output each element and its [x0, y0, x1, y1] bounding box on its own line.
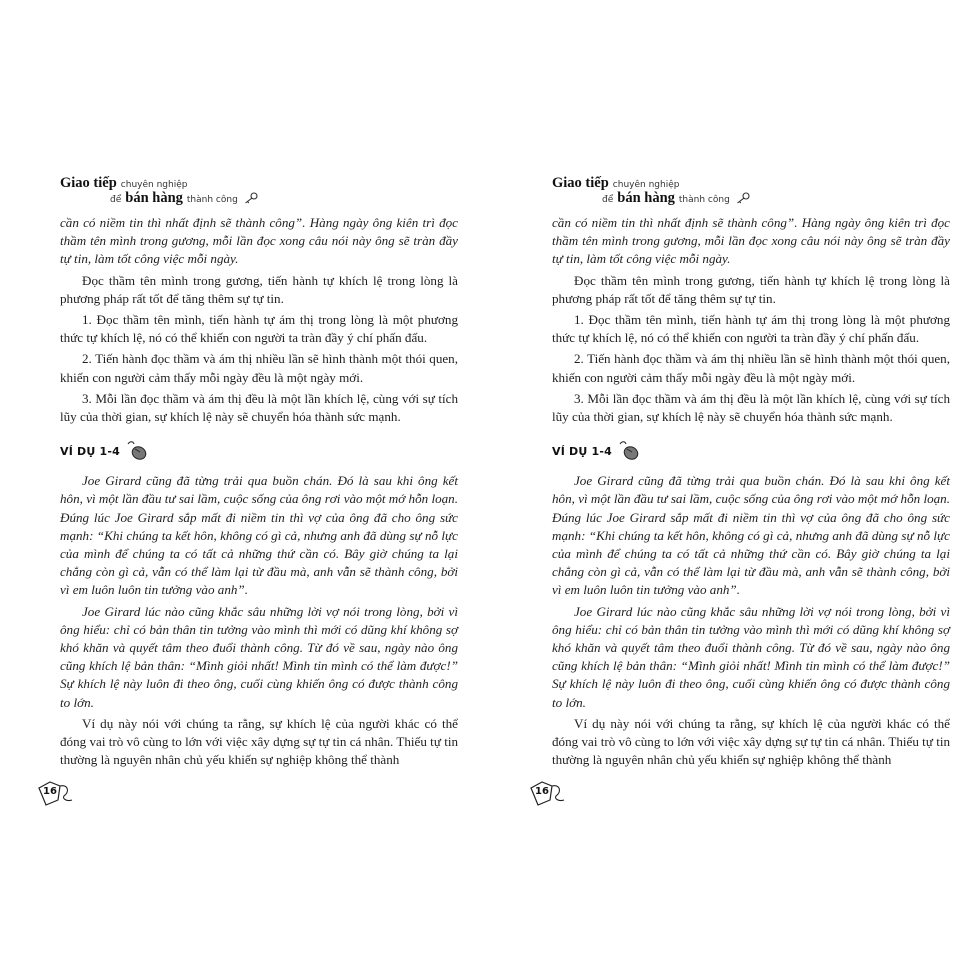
running-header-line-2	[110, 189, 258, 207]
key-icon	[736, 192, 750, 204]
page-number-badge	[528, 778, 568, 808]
running-header-line-2	[602, 189, 750, 207]
paragraph: Đọc thầm tên mình trong gương, tiến hành tự khích lệ trong lòng là phương pháp rất tốt để tăng thêm sự tự tin.	[552, 272, 950, 306]
example-paragraph: Joe Girard cũng đã từng trải qua buồn chán. Đó là sau khi ông kết hôn, vì một lần đầu tư sai lầm, cuộc sống của ông rơi vào một mớ hỗn loạn. Đúng lúc Joe Girard sắp mất đi niềm tin thì vợ của ông đã cho ông sức mạnh: “Khi chúng ta kết hôn, không có gì cả, nhưng anh đã dùng sự nỗ lực của mình để chúng ta có tất cả những thứ cần có. Bây giờ chúng ta lại chẳng còn gì cả, vẫn có thể làm lại từ đầu mà, anh vẫn sẽ thành công, bởi vì em luôn luôn tin tưởng vào anh”.	[60, 473, 458, 598]
paragraph: 2. Tiến hành đọc thầm và ám thị nhiều lần sẽ hình thành một thói quen, khiến con người cảm thấy mỗi ngày đều là một ngày mới.	[552, 351, 950, 385]
header-title-small: chuyên nghiệp	[120, 180, 188, 190]
paragraph: cần có niềm tin thì nhất định sẽ thành công”. Hàng ngày ông kiên trì đọc thầm tên mình trong gương, mỗi lần đọc xong câu nói này ông sẽ tràn đầy tự tin, làm tốt công việc mỗi ngày.	[552, 215, 950, 267]
example-heading	[552, 440, 950, 462]
header-title-bold: Giao tiếp	[60, 175, 117, 191]
book-page-left	[43, 174, 459, 797]
page-number-badge	[36, 778, 76, 808]
example-paragraph: Joe Girard lúc nào cũng khắc sâu những lời vợ nói trong lòng, bởi vì ông hiểu: chỉ có bản thân tin tưởng vào mình thì mới có dũng khí không sợ khó khăn và quyết tâm theo đuổi thành công. Từ đó về sau, ngày nào ông cũng khích lệ bản thân: “Mình giỏi nhất! Mình tin mình có thể làm được!” Sự khích lệ này luôn đi theo ông, cuối cùng khiến ông có được thành công to lớn.	[552, 603, 950, 710]
body-text	[60, 214, 458, 769]
paragraph: 2. Tiến hành đọc thầm và ám thị nhiều lần sẽ hình thành một thói quen, khiến con người cảm thấy mỗi ngày đều là một ngày mới.	[60, 351, 458, 385]
header-title-bold: bán hàng	[125, 190, 183, 206]
example-heading	[60, 440, 458, 462]
page-number: 16	[43, 786, 57, 797]
paragraph: Ví dụ này nói với chúng ta rằng, sự khích lệ của người khác có thể đóng vai trò vô cùng to lớn với việc xây dựng sự tự tin cá nhân. Thiếu tự tin thường là nguyên nhân chủ yếu khiến sự nghiệp không thể thành	[552, 715, 951, 768]
header-title-bold: bán hàng	[617, 190, 675, 206]
example-paragraph: Joe Girard lúc nào cũng khắc sâu những lời vợ nói trong lòng, bởi vì ông hiểu: chỉ có bản thân tin tưởng vào mình thì mới có dũng khí không sợ khó khăn và quyết tâm theo đuổi thành công. Từ đó về sau, ngày nào ông cũng khích lệ bản thân: “Mình giỏi nhất! Mình tin mình có thể làm được!” Sự khích lệ này luôn đi theo ông, cuối cùng khiến ông có được thành công to lớn.	[60, 603, 458, 710]
paragraph: cần có niềm tin thì nhất định sẽ thành công”. Hàng ngày ông kiên trì đọc thầm tên mình trong gương, mỗi lần đọc xong câu nói này ông sẽ tràn đầy tự tin, làm tốt công việc mỗi ngày.	[60, 215, 458, 267]
paragraph: Ví dụ này nói với chúng ta rằng, sự khích lệ của người khác có thể đóng vai trò vô cùng to lớn với việc xây dựng sự tự tin cá nhân. Thiếu tự tin thường là nguyên nhân chủ yếu khiến sự nghiệp không thể thành	[60, 715, 459, 768]
example-label: VÍ DỤ 1-4	[60, 444, 121, 458]
body-text	[552, 214, 950, 769]
example-label: VÍ DỤ 1-4	[552, 444, 613, 458]
header-title-bold: Giao tiếp	[552, 175, 609, 191]
header-title-small: thành công	[186, 195, 238, 205]
book-page-right	[535, 174, 951, 797]
running-header	[552, 174, 950, 214]
key-icon	[244, 192, 258, 204]
paragraph: 1. Đọc thầm tên mình, tiến hành tự ám thị trong lòng là một phương thức tự khích lệ, nó có thể khiến con người ta tràn đầy ý chí phấn đấu.	[552, 312, 950, 346]
running-header	[60, 174, 458, 214]
paragraph: 1. Đọc thầm tên mình, tiến hành tự ám thị trong lòng là một phương thức tự khích lệ, nó có thể khiến con người ta tràn đầy ý chí phấn đấu.	[60, 312, 458, 346]
header-title-small: chuyên nghiệp	[612, 180, 680, 190]
paragraph: 3. Mỗi lần đọc thầm và ám thị đều là một lần khích lệ, cùng với sự tích lũy của thời gian, sự khích lệ này sẽ chuyển hóa thành sức mạnh.	[60, 390, 458, 425]
header-title-small: để	[602, 195, 614, 205]
paragraph: 3. Mỗi lần đọc thầm và ám thị đều là một lần khích lệ, cùng với sự tích lũy của thời gian, sự khích lệ này sẽ chuyển hóa thành sức mạnh.	[552, 390, 950, 425]
header-title-small: để	[110, 195, 122, 205]
page-number: 16	[535, 786, 549, 797]
header-title-small: thành công	[678, 195, 730, 205]
paragraph: Đọc thầm tên mình trong gương, tiến hành tự khích lệ trong lòng là phương pháp rất tốt để tăng thêm sự tự tin.	[60, 272, 458, 306]
example-paragraph: Joe Girard cũng đã từng trải qua buồn chán. Đó là sau khi ông kết hôn, vì một lần đầu tư sai lầm, cuộc sống của ông rơi vào một mớ hỗn loạn. Đúng lúc Joe Girard sắp mất đi niềm tin thì vợ của ông đã cho ông sức mạnh: “Khi chúng ta kết hôn, không có gì cả, nhưng anh đã dùng sự nỗ lực của mình để chúng ta có tất cả những thứ cần có. Bây giờ chúng ta lại chẳng còn gì cả, vẫn có thể làm lại từ đầu mà, anh vẫn sẽ thành công, bởi vì em luôn luôn tin tưởng vào anh”.	[552, 473, 950, 598]
mouse-icon	[618, 441, 640, 461]
mouse-icon	[126, 441, 148, 461]
